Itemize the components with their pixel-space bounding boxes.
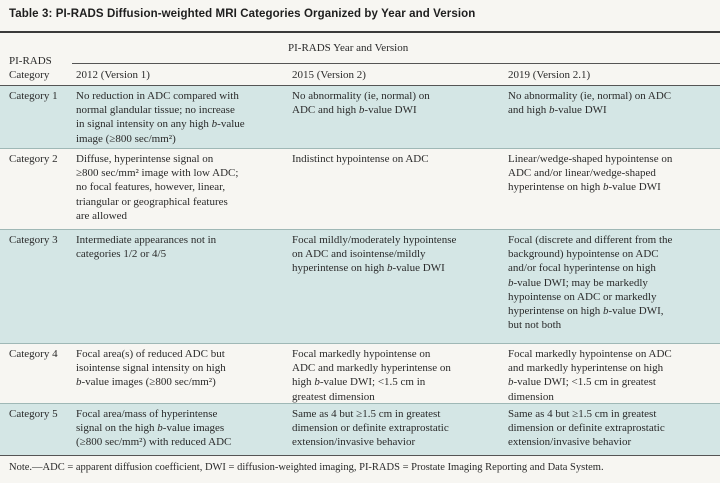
cell-line: Focal markedly hypointense on ADC [508, 348, 672, 360]
table-note: Note.—ADC = apparent diffusion coefficient, DWI = diffusion-weighted imaging, PI-RADS = Prostate Imaging Reporting and Data System. [9, 462, 604, 473]
cell-line: Focal mildly/moderately hypointense [292, 234, 457, 246]
cell-line: and high b-value DWI [508, 104, 607, 117]
cell-2015 [292, 89, 502, 117]
header-group-underline [72, 63, 720, 64]
header-group: PI-RADS Year and Version [288, 42, 409, 54]
table-row [0, 148, 720, 230]
cell-line: high b-value DWI; <1.5 cm in [292, 376, 426, 389]
cell-2015 [292, 407, 502, 450]
cell-2019 [508, 407, 713, 450]
cell-line: signal on the high b-value images [76, 422, 225, 435]
cell-line: background) hypointense on ADC [508, 248, 659, 261]
row-category: Category 2 [9, 153, 58, 165]
cell-line: Diffuse, hyperintense signal on [76, 153, 214, 165]
row-category: Category 3 [9, 234, 58, 246]
cell-line: ≥800 sec/mm² image with low ADC; [76, 167, 239, 180]
cell-line: hyperintense on high b-value DWI [292, 262, 445, 275]
row-category: Category 4 [9, 348, 58, 360]
row-category: Category 1 [9, 90, 58, 102]
cell-line: b-value images (≥800 sec/mm²) [76, 376, 216, 389]
cell-line: and markedly hyperintense on high [508, 362, 664, 375]
cell-line: normal glandular tissue; no increase [76, 104, 235, 117]
cell-line: dimension or definite extraprostatic [292, 422, 449, 435]
cell-line: Indistinct hypointense on ADC [292, 153, 429, 165]
cell-2019 [508, 152, 713, 195]
cell-line: extension/invasive behavior [292, 436, 416, 449]
cell-2012 [76, 407, 286, 450]
cell-line: Intermediate appearances not in [76, 234, 217, 246]
cell-line: dimension or definite extraprostatic [508, 422, 665, 435]
column-header-2012: 2012 (Version 1) [76, 69, 150, 81]
header-category-line: PI-RADS [9, 55, 52, 67]
cell-line: on ADC and isointense/mildly [292, 248, 426, 261]
cell-2012 [76, 347, 286, 390]
cell-2015 [292, 233, 502, 276]
cell-line: dimension [508, 390, 554, 403]
row-category: Category 5 [9, 408, 58, 420]
cell-line: hypointense on ADC or markedly [508, 290, 657, 303]
cell-line: b-value DWI; may be markedly [508, 276, 648, 289]
cell-line: and/or focal hyperintense on high [508, 262, 656, 275]
table-row [0, 343, 720, 404]
table-row [0, 403, 720, 456]
cell-2019 [508, 89, 713, 117]
cell-line: in signal intensity on any high b-value [76, 118, 245, 131]
header-category-line: Category [9, 69, 50, 81]
bottom-rule [0, 455, 720, 456]
cell-line: hyperintense on high b-value DWI [508, 181, 661, 194]
cell-2012 [76, 152, 286, 223]
cell-line: Linear/wedge-shaped hypointense on [508, 153, 673, 165]
cell-line: are allowed [76, 209, 127, 222]
cell-line: ADC and markedly hyperintense on [292, 362, 451, 375]
cell-line: triangular or geographical features [76, 195, 228, 208]
cell-line: greatest dimension [292, 390, 375, 403]
cell-2012 [76, 89, 286, 146]
cell-2015 [292, 152, 502, 166]
cell-line: ADC and high b-value DWI [292, 104, 417, 117]
cell-line: No abnormality (ie, normal) on ADC [508, 90, 672, 102]
column-header-2015: 2015 (Version 2) [292, 69, 366, 81]
cell-line: Same as 4 but ≥1.5 cm in greatest [292, 408, 441, 420]
cell-line: categories 1/2 or 4/5 [76, 248, 167, 261]
cell-line: Focal area(s) of reduced ADC but [76, 348, 225, 360]
cell-line: Focal markedly hypointense on [292, 348, 431, 360]
cell-line: (≥800 sec/mm²) with reduced ADC [76, 436, 232, 449]
cell-line: Focal area/mass of hyperintense [76, 408, 218, 420]
cell-line: hyperintense on high b-value DWI, [508, 305, 664, 318]
cell-line: but not both [508, 319, 562, 332]
cell-line: isointense signal intensity on high [76, 362, 226, 375]
table-row [0, 86, 720, 148]
cell-2019 [508, 347, 713, 404]
cell-line: b-value DWI; <1.5 cm in greatest [508, 376, 656, 389]
cell-line: image (≥800 sec/mm²) [76, 132, 176, 145]
cell-line: extension/invasive behavior [508, 436, 632, 449]
top-rule [0, 31, 720, 33]
cell-2012 [76, 233, 286, 261]
column-header-2019: 2019 (Version 2.1) [508, 69, 591, 81]
table-row [0, 229, 720, 344]
cell-2015 [292, 347, 502, 404]
cell-2019 [508, 233, 713, 332]
table-title: Table 3: PI-RADS Diffusion-weighted MRI Categories Organized by Year and Version [9, 8, 476, 20]
cell-line: No reduction in ADC compared with [76, 90, 239, 102]
cell-line: Same as 4 but ≥1.5 cm in greatest [508, 408, 657, 420]
cell-line: No abnormality (ie, normal) on [292, 90, 430, 102]
cell-line: Focal (discrete and different from the [508, 234, 673, 246]
cell-line: ADC and/or linear/wedge-shaped [508, 167, 656, 180]
cell-line: no focal features, however, linear, [76, 181, 226, 194]
header-category [9, 54, 52, 82]
